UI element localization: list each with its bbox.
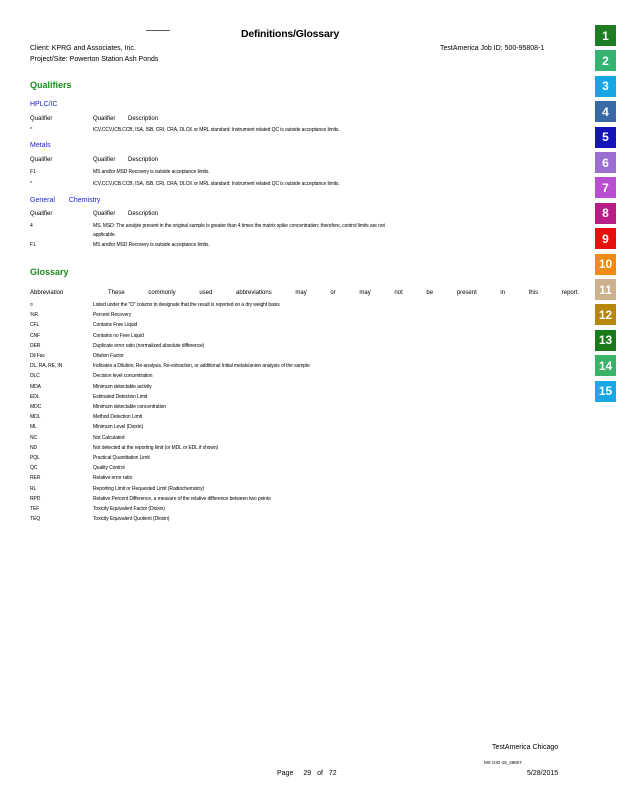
glossary-abbr: CNF bbox=[30, 332, 40, 339]
section-genchem-title-part2: Chemistry bbox=[68, 197, 101, 204]
glossary-desc: Toxicity Equivalent Factor (Dioxin) bbox=[93, 506, 165, 512]
tab-15[interactable]: 15 bbox=[595, 381, 616, 402]
tab-12[interactable]: 12 bbox=[595, 304, 616, 325]
glossary-abbr: ND bbox=[30, 444, 38, 451]
tab-7[interactable]: 7 bbox=[595, 177, 616, 198]
glossary-abbr: QC bbox=[30, 465, 38, 472]
glossary-desc: Practical Quantitation Limit bbox=[93, 455, 150, 461]
glossary-abbr: RPD bbox=[30, 495, 41, 502]
glossary-abbr: MDL bbox=[30, 414, 41, 421]
section-genchem-title bbox=[30, 197, 100, 204]
glossary-abbr: TEF bbox=[30, 506, 40, 512]
glossary-abbr: MDA bbox=[30, 383, 41, 390]
glossary-abbr: DLC bbox=[30, 373, 40, 380]
client-line: Client: KPRG and Associates, Inc. bbox=[30, 45, 136, 52]
glossary-abbr: DER bbox=[30, 342, 41, 349]
glossary-abbr: EDL bbox=[30, 393, 40, 400]
qualifier-code: 4 bbox=[30, 223, 33, 229]
glossary-abbr: ¤ bbox=[30, 302, 33, 308]
glossary-desc: Dilution Factor bbox=[93, 353, 124, 359]
glossary-desc: Minimum Level (Dioxin) bbox=[93, 424, 144, 431]
tab-5[interactable]: 5 bbox=[595, 127, 616, 148]
glossary-desc: Minimum detectable activity bbox=[93, 383, 152, 390]
col-qualifier-2: Qualifier bbox=[93, 116, 116, 122]
glossary-heading: Glossary bbox=[30, 267, 69, 277]
header-rule bbox=[146, 30, 170, 31]
glossary-desc: Duplicate error ratio (normalized absolute difference) bbox=[93, 342, 205, 349]
glossary-desc: Contains Free Liquid bbox=[93, 322, 138, 329]
glossary-abbr: ML bbox=[30, 424, 37, 431]
qualifier-desc: MS, MSD: The analyte present in the original sample is greater than 4 times the matrix spike concentration; therefore, control limits are not bbox=[93, 223, 385, 229]
tab-8[interactable]: 8 bbox=[595, 203, 616, 224]
page-number bbox=[277, 770, 337, 777]
glossary-desc: Relative error ratio bbox=[93, 475, 133, 482]
glossary-desc: Toxicity Equivalent Quotient (Dioxin) bbox=[93, 516, 170, 523]
glossary-desc: Indicates a Dilution, Re-analysis, Re-extraction, or additional Initial metals/anion analysis of the sample bbox=[93, 363, 310, 370]
qualifiers-heading: Qualifiers bbox=[30, 80, 72, 90]
glossary-abbr: CFL bbox=[30, 322, 40, 329]
qualifier-code: F1 bbox=[30, 242, 36, 248]
page-current: 29 bbox=[303, 770, 312, 777]
glossary-desc: Decision level concentration bbox=[93, 373, 153, 380]
page-title: Definitions/Glossary bbox=[241, 28, 340, 40]
glossary-desc: Relative Percent Difference, a measure of the relative difference between two points bbox=[93, 495, 271, 502]
glossary-abbr: PQL bbox=[30, 455, 40, 461]
glossary-desc: Not Calculated bbox=[93, 434, 125, 441]
tab-2[interactable]: 2 bbox=[595, 50, 616, 71]
glossary-desc: Contains no Free Liquid bbox=[93, 332, 144, 339]
glossary-desc: Percent Recovery bbox=[93, 312, 132, 319]
footer-doc-code: MX GIO-15_48807 bbox=[484, 760, 522, 765]
footer-company: TestAmerica Chicago bbox=[492, 744, 559, 751]
glossary-abbr: %R bbox=[30, 312, 38, 319]
section-genchem-title-part1: General bbox=[30, 197, 55, 204]
col-qualifier: Qualifier bbox=[30, 211, 53, 217]
col-description: Description bbox=[128, 157, 159, 163]
section-hplc-title: HPLC/IC bbox=[30, 101, 58, 108]
section-metals-title: Metals bbox=[30, 142, 51, 149]
glossary-desc: Reporting Limit or Requested Limit (Radiochemistry) bbox=[93, 485, 205, 492]
tab-3[interactable]: 3 bbox=[595, 76, 616, 97]
col-qualifier: Qualifier bbox=[30, 116, 53, 122]
glossary-desc: Estimated Detection Limit bbox=[93, 393, 148, 400]
tab-13[interactable]: 13 bbox=[595, 330, 616, 351]
qualifier-desc: ICV,CCV,ICB,CCB, ISA, ISB, CRI, CRA, DLCK or MRL standard: Instrument related QC is outside acceptance limits. bbox=[93, 181, 340, 187]
glossary-desc: Listed under the "D" column to designate that the result is reported on a dry weight basis bbox=[93, 302, 280, 308]
col-qualifier-2: Qualifier bbox=[93, 157, 116, 163]
qualifier-desc-cont: applicable. bbox=[93, 232, 116, 238]
tab-11[interactable]: 11 bbox=[595, 279, 616, 300]
qualifier-desc: ICV,CCV,ICB,CCB, ISA, ISB, CRI, CRA, DLCK or MRL standard: Instrument related QC is outside acceptance limits. bbox=[93, 127, 340, 133]
tab-14[interactable]: 14 bbox=[595, 355, 616, 376]
qualifier-desc: MS and/or MSD Recovery is outside acceptance limits. bbox=[93, 169, 210, 175]
project-line: Project/Site: Powerton Station Ash Ponds bbox=[30, 56, 159, 63]
col-glossary-desc: These commonly used abbreviations may or may not be present in this report. bbox=[108, 290, 580, 296]
tab-10[interactable]: 10 bbox=[595, 254, 616, 275]
tab-9[interactable]: 9 bbox=[595, 228, 616, 249]
page-of: of bbox=[317, 770, 323, 777]
glossary-desc: Minimum detectable concentration bbox=[93, 404, 166, 410]
glossary-desc: Not detected at the reporting limit (or MDL or EDL if shown) bbox=[93, 444, 219, 451]
col-qualifier-2: Qualifier bbox=[93, 211, 116, 217]
glossary-abbr: NC bbox=[30, 434, 38, 441]
tab-1[interactable]: 1 bbox=[595, 25, 616, 46]
page-total: 72 bbox=[328, 770, 337, 777]
qualifier-desc: MS and/or MSD Recovery is outside acceptance limits. bbox=[93, 242, 210, 248]
glossary-abbr: Dil Fac bbox=[30, 353, 45, 359]
qualifier-code: ^ bbox=[30, 127, 33, 133]
tab-6[interactable]: 6 bbox=[595, 152, 616, 173]
col-qualifier: Qualifier bbox=[30, 157, 53, 163]
page-label: Page bbox=[277, 770, 294, 777]
tab-4[interactable]: 4 bbox=[595, 101, 616, 122]
glossary-desc: Method Detection Limit bbox=[93, 414, 142, 421]
qualifier-code: F1 bbox=[30, 169, 36, 175]
glossary-abbr: TEQ bbox=[30, 516, 40, 523]
col-description: Description bbox=[128, 211, 159, 217]
glossary-desc: Quality Control bbox=[93, 465, 125, 472]
glossary-abbr: RER bbox=[30, 475, 41, 482]
qualifier-code: ^ bbox=[30, 181, 33, 187]
col-abbreviation: Abbreviation bbox=[30, 290, 64, 296]
glossary-abbr: DL, RA, RE, IN bbox=[30, 363, 63, 370]
footer-date: 5/28/2015 bbox=[527, 770, 559, 777]
glossary-abbr: MDC bbox=[30, 404, 42, 410]
glossary-abbr: RL bbox=[30, 485, 37, 492]
job-id: TestAmerica Job ID: 500-95808-1 bbox=[440, 45, 545, 52]
col-description: Description bbox=[128, 116, 159, 122]
